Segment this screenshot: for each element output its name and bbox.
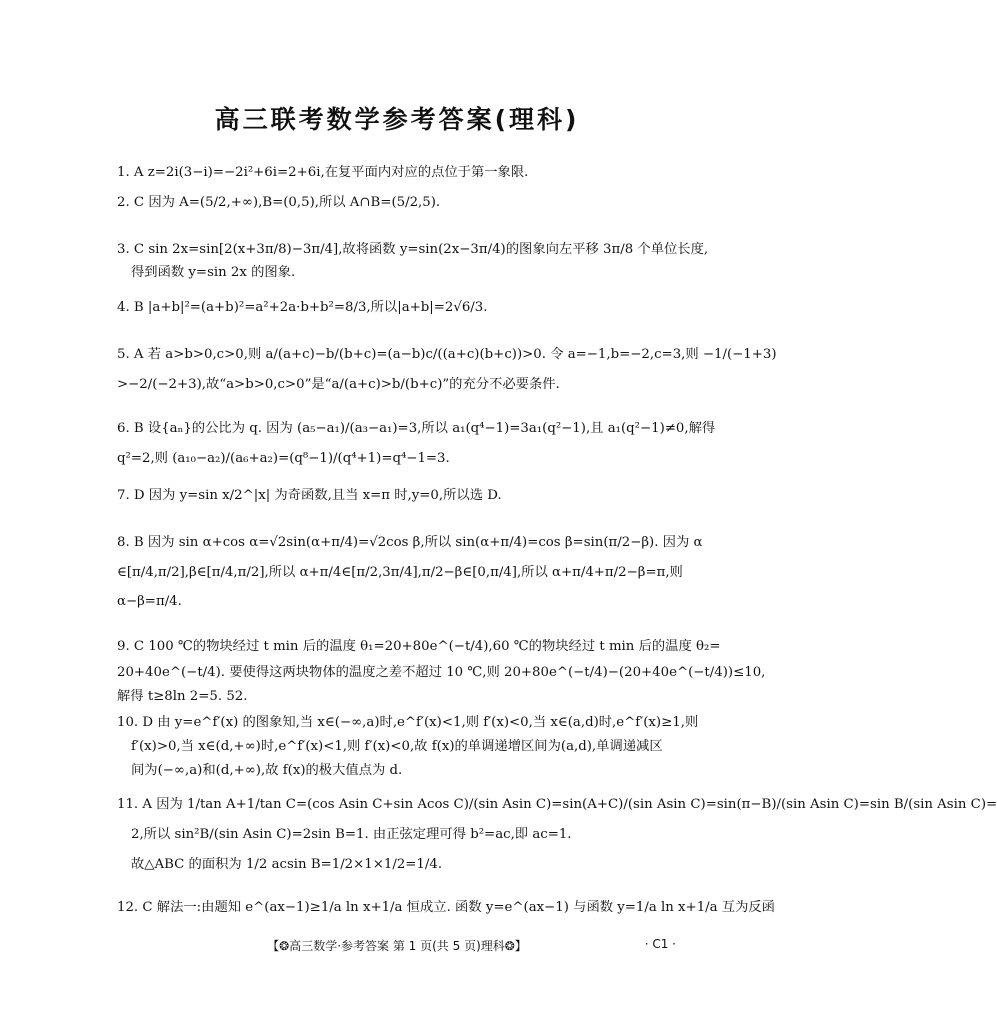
answer-line: 4. B |a+b|²=(a+b)²=a²+2a·b+b²=8/3,所以|a+b|=2√6/3. <box>117 300 488 315</box>
answer-item-7 <box>117 488 687 505</box>
answer-item-11 <box>117 790 997 880</box>
answer-line: ∈[π/4,π/2],β∈[π/4,π/2],所以 α+π/4∈[π/2,3π/4],π/2−β∈[0,π/4],所以 α+π/4+π/2−β=π,则 <box>117 565 683 580</box>
answer-line: 9. C 100 ℃的物块经过 t min 后的温度 θ₁=20+80e^(−t/4),60 ℃的物块经过 t min 后的温度 θ₂= <box>117 639 721 654</box>
answer-line: α−β=π/4. <box>117 594 182 609</box>
answer-item-3 <box>117 235 709 282</box>
answer-item-8 <box>117 528 703 616</box>
answer-line: 得到函数 y=sin 2x 的图象. <box>131 265 296 280</box>
answer-line: 6. B 设{aₙ}的公比为 q. 因为 (a₅−a₁)/(a₃−a₁)=3,所以 a₁(q⁴−1)=3a₁(q²−1),且 a₁(q²−1)≠0,解得 <box>117 421 716 436</box>
answer-line: q²=2,则 (a₁₀−a₂)/(a₆+a₂)=(q⁸−1)/(q⁴+1)=q⁴−1=3. <box>117 451 450 466</box>
answer-line: 10. D 由 y=e^f′(x) 的图象知,当 x∈(−∞,a)时,e^f′(x)<1,则 f′(x)<0,当 x∈(a,d)时,e^f′(x)≥1,则 <box>117 715 699 730</box>
answer-line: 间为(−∞,a)和(d,+∞),故 f(x)的极大值点为 d. <box>131 763 403 778</box>
answer-line: >−2/(−2+3),故“a>b>0,c>0”是“a/(a+c)>b/(b+c)”的充分不必要条件. <box>117 377 560 392</box>
page-title: 高三联考数学参考答案(理科) <box>214 105 580 134</box>
answer-line: 20+40e^(−t/4). 要使得这两块物体的温度之差不超过 10 ℃,则 20+80e^(−t/4)−(20+40e^(−t/4))≤10, <box>117 665 766 680</box>
answer-line: 1. A z=2i(3−i)=−2i²+6i=2+6i,在复平面内对应的点位于第一象限. <box>117 165 529 180</box>
page-footer: 【❂高三数学·参考答案 第 1 页(共 5 页)理科❂】 <box>267 939 527 953</box>
answer-line: 故△ABC 的面积为 1/2 acsin B=1/2×1×1/2=1/4. <box>131 857 443 872</box>
answer-item-1 <box>117 165 687 182</box>
answer-line: 2,所以 sin²B/(sin Asin C)=2sin B=1. 由正弦定理可得 b²=ac,即 ac=1. <box>131 827 572 842</box>
answer-line: 5. A 若 a>b>0,c>0,则 a/(a+c)−b/(b+c)=(a−b)c/((a+c)(b+c))>0. 令 a=−1,b=−2,c=3,则 −1/(−1+3) <box>117 347 777 362</box>
answer-line: 8. B 因为 sin α+cos α=√2sin(α+π/4)=√2cos β,所以 sin(α+π/4)=cos β=sin(π/2−β). 因为 α <box>117 535 703 550</box>
answer-line: 3. C sin 2x=sin[2(x+3π/8)−3π/4],故将函数 y=sin(2x−3π/4)的图象向左平移 3π/8 个单位长度, <box>117 242 709 257</box>
answer-item-5 <box>117 340 777 400</box>
answer-item-2 <box>117 195 687 212</box>
answer-line: 解得 t≥8ln 2=5. 52. <box>117 689 248 704</box>
answer-item-12 <box>117 900 775 917</box>
answer-line: f′(x)>0,当 x∈(d,+∞)时,e^f′(x)<1,则 f′(x)<0,故 f(x)的单调递增区间为(a,d),单调递减区 <box>131 739 663 754</box>
answer-item-6 <box>117 414 716 474</box>
answer-line: 2. C 因为 A=(5/2,+∞),B=(0,5),所以 A∩B=(5/2,5). <box>117 195 441 210</box>
answer-item-9 <box>117 634 766 708</box>
answer-line: 11. A 因为 1/tan A+1/tan C=(cos Asin C+sin Acos C)/(sin Asin C)=sin(A+C)/(sin Asin C)=sin(π−B)/(sin Asin C)=sin B/(sin Asin C)= <box>117 797 997 812</box>
answer-line: 7. D 因为 y=sin x/2^|x| 为奇函数,且当 x=π 时,y=0,所以选 D. <box>117 488 502 503</box>
answer-item-4 <box>117 300 687 317</box>
answer-item-10 <box>117 711 699 783</box>
answer-line: 12. C 解法一:由题知 e^(ax−1)≥1/a ln x+1/a 恒成立. 函数 y=e^(ax−1) 与函数 y=1/a ln x+1/a 互为反函 <box>117 900 775 915</box>
page-code: · C1 · <box>644 937 676 951</box>
